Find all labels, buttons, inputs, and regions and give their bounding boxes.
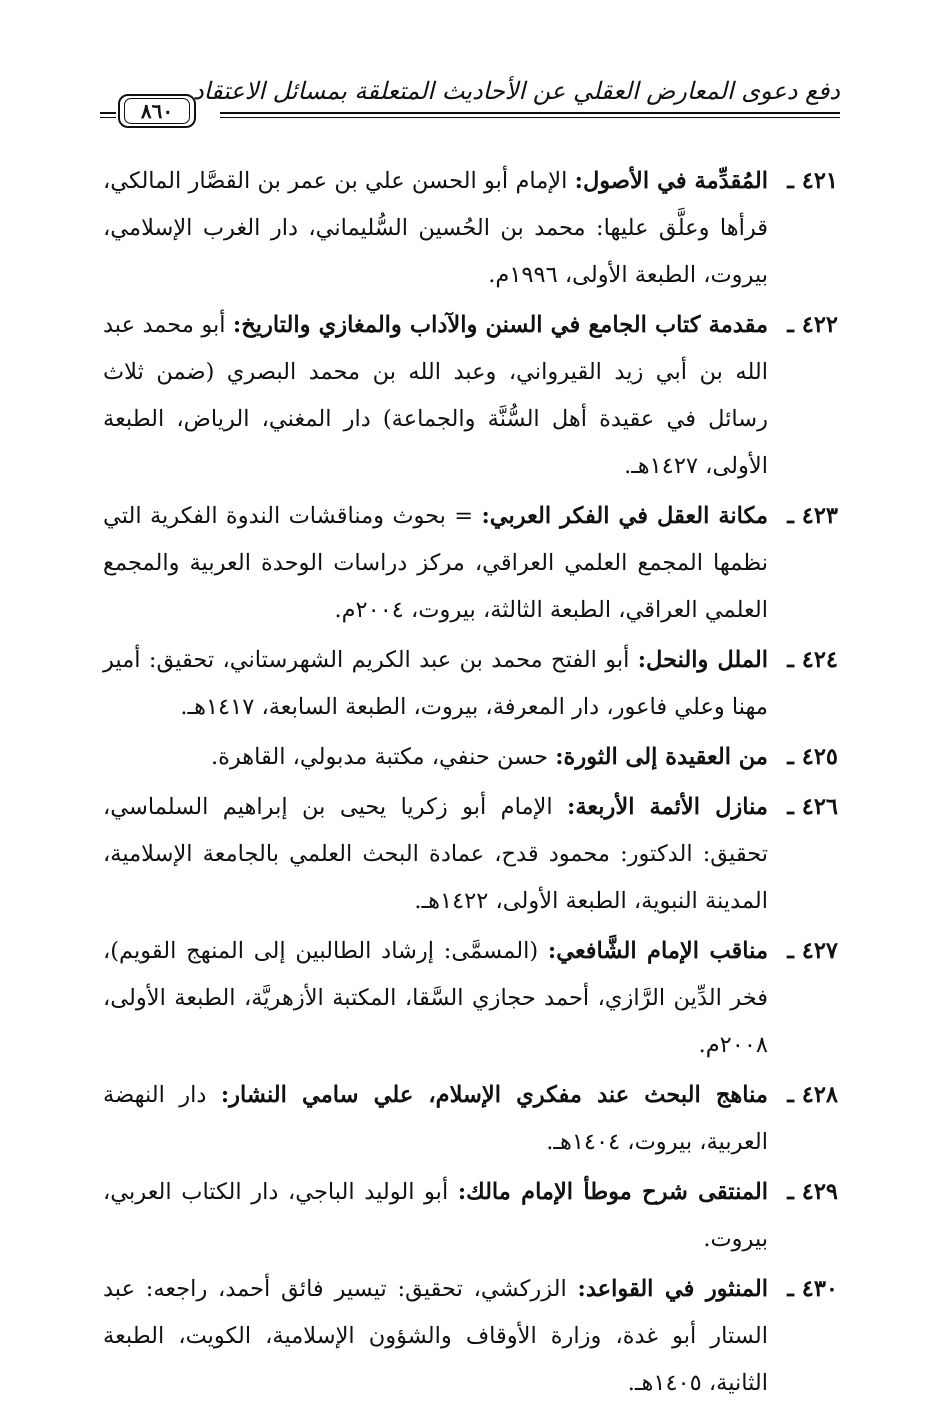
bibliography-entry	[103, 1072, 838, 1166]
entry-title: من العقيدة إلى الثورة:	[555, 744, 768, 770]
bibliography-entry	[103, 1266, 838, 1407]
entry-text: الإمام أبو الحسن علي بن عمر بن القصَّار المالكي، قرأها وعلَّق عليها: محمد بن الحُسين السُّليماني، دار الغرب الإسلامي، بيروت، الطبعة الأولى، ١٩٩٦م.	[103, 168, 768, 288]
bibliography-entry	[103, 637, 838, 731]
entry-number: ٤٢١ ـ	[787, 168, 838, 194]
entry-title: مقدمة كتاب الجامع في السنن والآداب والمغازي والتاريخ:	[232, 312, 769, 338]
entry-text: الزركشي، تحقيق: تيسير فائق أحمد، راجعه: عبد الستار أبو غدة، وزارة الأوقاف والشؤون الإسلامية، الكويت، الطبعة الثانية، ١٤٠٥هـ.	[103, 1276, 768, 1396]
entry-title: الملل والنحل:	[637, 647, 768, 673]
entry-number: ٤٣٠ ـ	[787, 1276, 838, 1302]
bibliography-entry	[103, 158, 838, 299]
entry-title: مكانة العقل في الفكر العربي:	[481, 503, 768, 529]
page-header	[100, 76, 840, 136]
entry-number: ٤٢٦ ـ	[787, 794, 838, 820]
entry-title: مناهج البحث عند مفكري الإسلام، علي سامي النشار:	[220, 1082, 768, 1108]
bibliography-list	[103, 158, 838, 1410]
bibliography-entry	[103, 928, 838, 1069]
bibliography-entry	[103, 493, 838, 634]
entry-number: ٤٢٣ ـ	[787, 503, 838, 529]
running-title: دفع دعوى المعارض العقلي عن الأحاديث المتعلقة بمسائل الاعتقاد	[192, 77, 840, 105]
bibliography-entry	[103, 734, 838, 781]
entry-number: ٤٢٤ ـ	[787, 647, 838, 673]
entry-title: المُقدِّمة في الأصول:	[574, 168, 768, 194]
header-rule-right-thin	[220, 117, 840, 118]
entry-title: مناقب الإمام الشَّافعي:	[547, 938, 768, 964]
entry-text: = بحوث ومناقشات الندوة الفكرية التي نظمها المجمع العلمي العراقي، مركز دراسات الوحدة العربية والمجمع العلمي العراقي، الطبعة الثالثة، بيروت، ٢٠٠٤م.	[103, 503, 768, 623]
entry-text: حسن حنفي، مكتبة مدبولي، القاهرة.	[210, 744, 556, 770]
entry-text: أبو الفتح محمد بن عبد الكريم الشهرستاني، تحقيق: أمير مهنا وعلي فاعور، دار المعرفة، بيروت، الطبعة السابعة، ١٤١٧هـ.	[103, 647, 768, 720]
entry-title: المنتقى شرح موطأ الإمام مالك:	[457, 1179, 768, 1205]
header-rule-right	[220, 112, 840, 114]
entry-text: أبو محمد عبد الله بن أبي زيد القيرواني، وعبد الله بن محمد البصري (ضمن ثلاث رسائل في عقيدة أهل السُّنَّة والجماعة) دار المغني، الرياض، الطبعة الأولى، ١٤٢٧هـ.	[103, 312, 768, 479]
entry-number: ٤٢٢ ـ	[787, 312, 838, 338]
bibliography-entry	[103, 784, 838, 925]
entry-text: الإمام أبو زكريا يحيى بن إبراهيم السلماسي، تحقيق: الدكتور: محمود قدح، عمادة البحث العلمي بالجامعة الإسلامية، المدينة النبوية، الطبعة الأولى، ١٤٢٢هـ.	[103, 794, 768, 914]
entry-title: منازل الأئمة الأربعة:	[567, 794, 768, 820]
bibliography-entry	[103, 1169, 838, 1263]
entry-number: ٤٢٨ ـ	[787, 1082, 838, 1108]
header-rule-left	[100, 112, 116, 114]
header-rule-left-thin	[100, 117, 116, 118]
bibliography-entry	[103, 302, 838, 490]
entry-number: ٤٢٩ ـ	[787, 1179, 838, 1205]
entry-number: ٤٢٥ ـ	[787, 744, 838, 770]
page-number: ٨٦٠	[124, 98, 190, 124]
entry-text: دار النهضة العربية، بيروت، ١٤٠٤هـ.	[103, 1082, 768, 1155]
entry-title: المنثور في القواعد:	[577, 1276, 768, 1302]
entry-text: أبو الوليد الباجي، دار الكتاب العربي، بيروت.	[103, 1179, 768, 1252]
entry-text: (المسمَّى: إرشاد الطالبين إلى المنهج القويم)، فخر الدِّين الرَّازي، أحمد حجازي السَّقا، المكتبة الأزهريَّة، الطبعة الأولى، ٢٠٠٨م.	[103, 938, 768, 1058]
entry-number: ٤٢٧ ـ	[787, 938, 838, 964]
page-number-box	[118, 94, 196, 128]
